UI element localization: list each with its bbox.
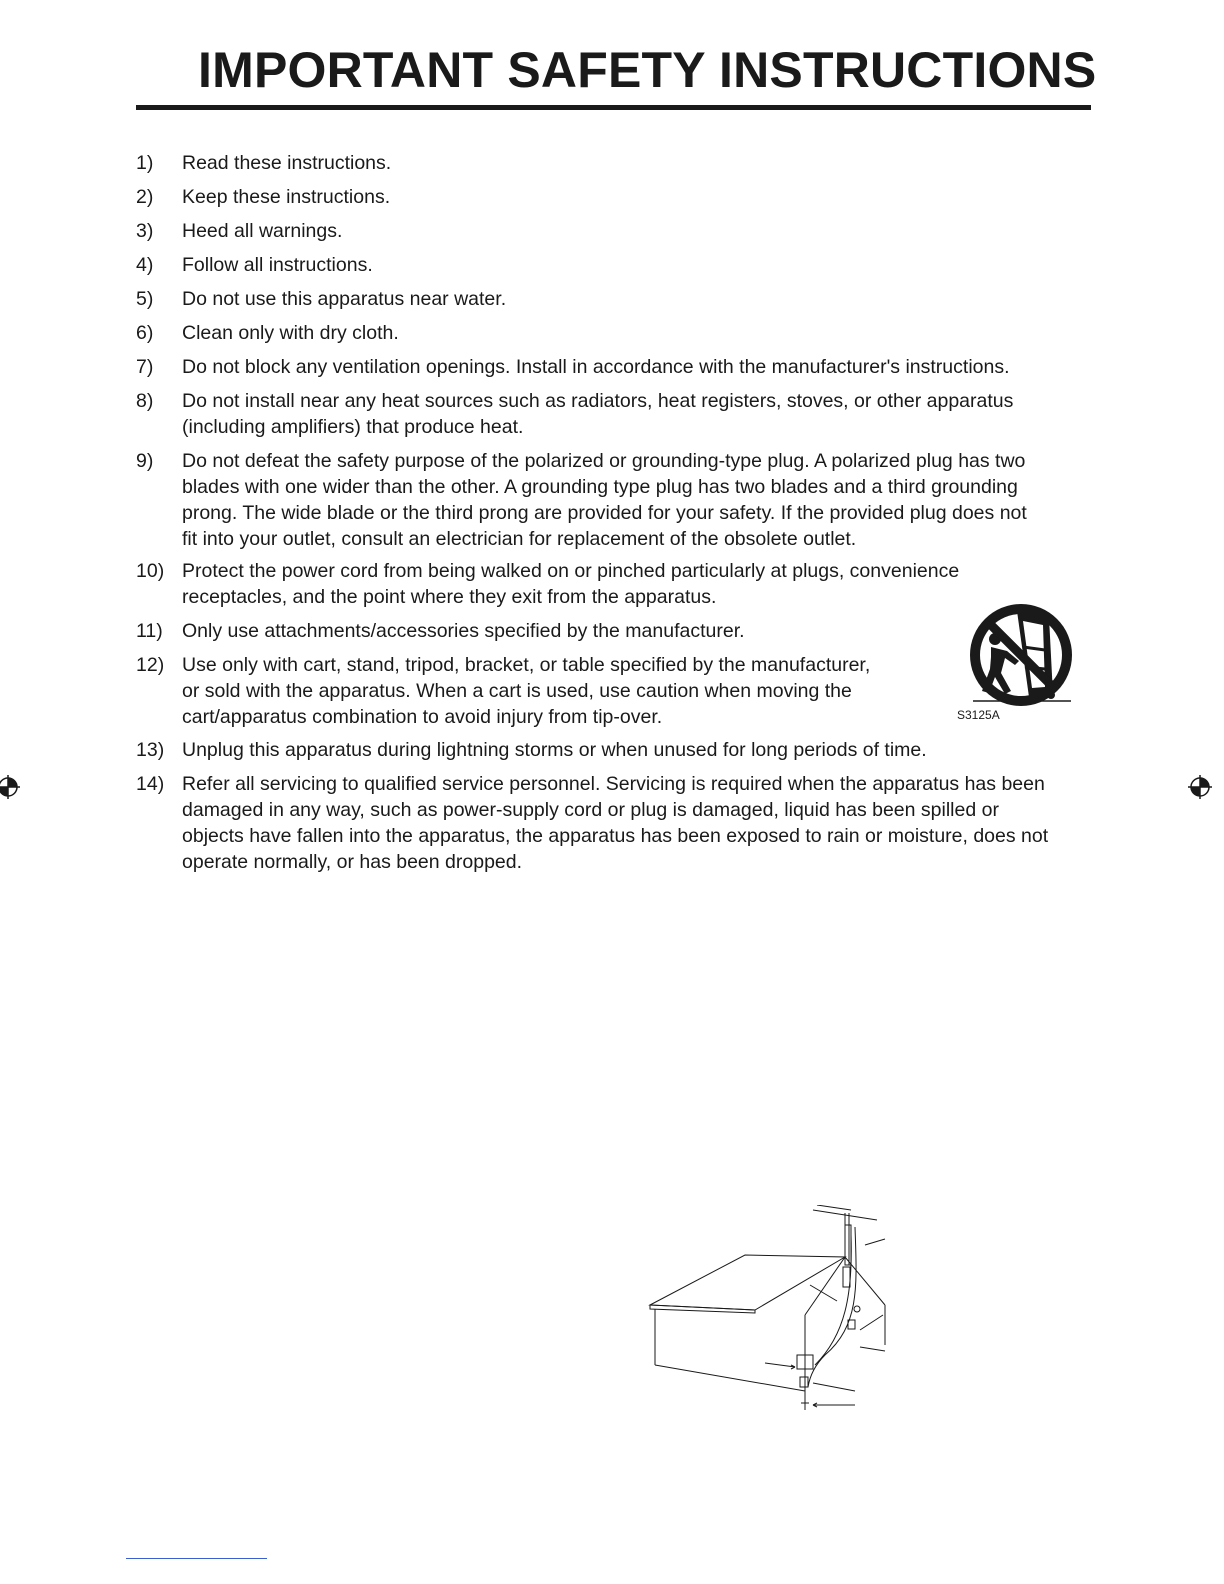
instruction-text	[182, 218, 342, 244]
instruction-line: receptacles, and the point where they exit from the apparatus.	[182, 586, 717, 608]
instruction-number: 7)	[136, 356, 154, 378]
instruction-line: Do not use this apparatus near water.	[182, 288, 507, 310]
instruction-line: (including amplifiers) that produce heat.	[182, 416, 524, 438]
cart-warning-code: S3125A	[957, 708, 1000, 722]
instruction-text	[182, 286, 506, 312]
instruction-line: Keep these instructions.	[182, 186, 391, 208]
instruction-line: operate normally, or has been dropped.	[182, 851, 523, 873]
antenna-grounding-diagram	[645, 1205, 895, 1420]
instruction-line: damaged in any way, such as power-supply cord or plug is damaged, liquid has been spilled or	[182, 799, 999, 821]
instruction-line: objects have fallen into the apparatus, the apparatus has been exposed to rain or moisture, does not	[182, 825, 1049, 847]
instruction-line: Protect the power cord from being walked on or pinched particularly at plugs, convenience	[182, 560, 960, 582]
instruction-line: Follow all instructions.	[182, 254, 373, 276]
instruction-number: 4)	[136, 254, 154, 276]
registration-mark-icon	[1188, 775, 1212, 799]
instruction-line: Unplug this apparatus during lightning storms or when unused for long periods of time.	[182, 739, 927, 761]
instruction-number: 5)	[136, 288, 154, 310]
instruction-number: 3)	[136, 220, 154, 242]
instruction-number: 10)	[136, 560, 165, 582]
instruction-line: Do not defeat the safety purpose of the polarized or grounding-type plug. A polarized plug has two	[182, 450, 1026, 472]
instruction-text	[182, 184, 390, 210]
instruction-text	[182, 737, 927, 763]
instruction-text	[182, 320, 399, 346]
instruction-line: fit into your outlet, consult an electrician for replacement of the obsolete outlet.	[182, 528, 857, 550]
instruction-line: Use only with cart, stand, tripod, bracket, or table specified by the manufacturer,	[182, 654, 871, 676]
instruction-number: 11)	[136, 620, 163, 642]
instruction-text	[182, 652, 870, 730]
registration-mark-icon	[0, 775, 20, 799]
instruction-number: 12)	[136, 654, 165, 676]
instruction-number: 13)	[136, 739, 165, 761]
instruction-number: 2)	[136, 186, 154, 208]
instruction-line: prong. The wide blade or the third prong are provided for your safety. If the provided plug does not	[182, 502, 1027, 524]
footer-rule	[126, 1558, 267, 1559]
instruction-number: 6)	[136, 322, 154, 344]
instruction-line: Do not block any ventilation openings. Install in accordance with the manufacturer's instructions.	[182, 356, 1010, 378]
instruction-text	[182, 150, 391, 176]
instruction-line: blades with one wider than the other. A grounding type plug has two blades and a third grounding	[182, 476, 1018, 498]
instruction-number: 14)	[136, 773, 165, 795]
instruction-line: Heed all warnings.	[182, 220, 343, 242]
instruction-text	[182, 771, 1048, 875]
instruction-text	[182, 448, 1027, 552]
instruction-text	[182, 558, 959, 610]
instruction-line: or sold with the apparatus. When a cart is used, use caution when moving the	[182, 680, 852, 702]
instruction-line: Do not install near any heat sources such as radiators, heat registers, stoves, or other apparatus	[182, 390, 1014, 412]
instruction-line: cart/apparatus combination to avoid injury from tip-over.	[182, 706, 663, 728]
instruction-line: Refer all servicing to qualified service personnel. Servicing is required when the apparatus has been	[182, 773, 1045, 795]
instruction-line: Clean only with dry cloth.	[182, 322, 399, 344]
instruction-line: Only use attachments/accessories specified by the manufacturer.	[182, 620, 745, 642]
instruction-number: 1)	[136, 152, 154, 174]
instruction-number: 9)	[136, 450, 154, 472]
instruction-text	[182, 618, 745, 644]
instruction-text	[182, 388, 1013, 440]
instruction-line: Read these instructions.	[182, 152, 392, 174]
cart-tip-over-warning-icon	[955, 595, 1085, 725]
instruction-text	[182, 252, 373, 278]
instruction-number: 8)	[136, 390, 154, 412]
page-title: IMPORTANT SAFETY INSTRUCTIONS	[198, 42, 1097, 98]
title-underline	[136, 105, 1091, 110]
instruction-text	[182, 354, 1010, 380]
